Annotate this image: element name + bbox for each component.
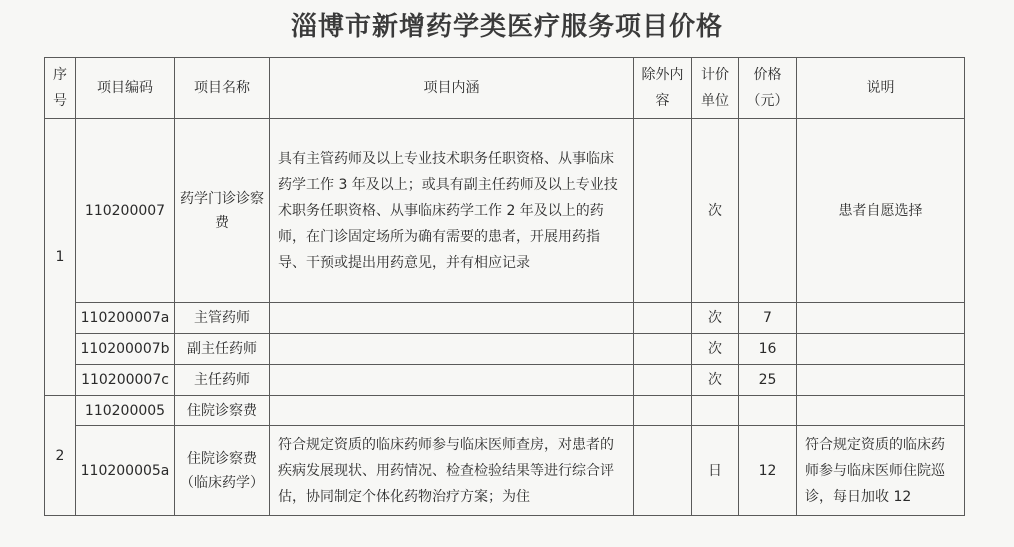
unit-cell: 次 xyxy=(692,303,739,334)
note-cell: 符合规定资质的临床药师参与临床医师住院巡诊，每日加收 12 xyxy=(797,426,965,516)
name-cell: 药学门诊诊察费 xyxy=(175,119,270,303)
table-row xyxy=(45,119,965,303)
note-cell xyxy=(797,303,965,334)
header-seq: 序号 xyxy=(45,58,76,119)
table-row xyxy=(45,396,965,426)
content-cell xyxy=(270,303,634,334)
header-note: 说明 xyxy=(797,58,965,119)
content-cell: 符合规定资质的临床药师参与临床医师查房，对患者的疾病发展现状、用药情况、检查检验结果等进行综合评估，协同制定个体化药物治疗方案；为住 xyxy=(270,426,634,516)
price-cell xyxy=(739,396,797,426)
unit-cell: 日 xyxy=(692,426,739,516)
header-name: 项目名称 xyxy=(175,58,270,119)
name-cell: 主管药师 xyxy=(175,303,270,334)
note-cell xyxy=(797,334,965,365)
code-cell: 110200005a xyxy=(76,426,175,516)
note-cell: 患者自愿选择 xyxy=(797,119,965,303)
unit-cell: 次 xyxy=(692,365,739,396)
exclusion-cell xyxy=(634,426,692,516)
header-price: 价格（元） xyxy=(739,58,797,119)
unit-cell: 次 xyxy=(692,334,739,365)
code-cell: 110200005 xyxy=(76,396,175,426)
exclusion-cell xyxy=(634,396,692,426)
content-cell: 具有主管药师及以上专业技术职务任职资格、从事临床药学工作 3 年及以上；或具有副主任药师及以上专业技术职务任职资格、从事临床药学工作 2 年及以上的药师，在门诊固定场所为确有需要的患者，开展用药指导、干预或提出用药意见，并有相应记录 xyxy=(270,119,634,303)
exclusion-cell xyxy=(634,119,692,303)
price-cell xyxy=(739,119,797,303)
seq-cell: 2 xyxy=(45,396,76,516)
code-cell: 110200007 xyxy=(76,119,175,303)
content-cell xyxy=(270,365,634,396)
content-cell xyxy=(270,396,634,426)
note-cell xyxy=(797,365,965,396)
price-table xyxy=(44,57,965,516)
header-unit: 计价单位 xyxy=(692,58,739,119)
unit-cell: 次 xyxy=(692,119,739,303)
price-cell: 25 xyxy=(739,365,797,396)
note-cell xyxy=(797,396,965,426)
exclusion-cell xyxy=(634,365,692,396)
code-cell: 110200007b xyxy=(76,334,175,365)
table-row xyxy=(45,426,965,516)
table-row xyxy=(45,365,965,396)
exclusion-cell xyxy=(634,303,692,334)
exclusion-cell xyxy=(634,334,692,365)
name-cell: 住院诊察费 xyxy=(175,396,270,426)
table-row xyxy=(45,334,965,365)
name-cell: 副主任药师 xyxy=(175,334,270,365)
content-cell xyxy=(270,334,634,365)
price-cell: 7 xyxy=(739,303,797,334)
seq-cell: 1 xyxy=(45,119,76,396)
header-content: 项目内涵 xyxy=(270,58,634,119)
price-cell: 12 xyxy=(739,426,797,516)
page-title: 淄博市新增药学类医疗服务项目价格 xyxy=(290,12,723,42)
table-header-row xyxy=(45,58,965,119)
unit-cell xyxy=(692,396,739,426)
code-cell: 110200007c xyxy=(76,365,175,396)
code-cell: 110200007a xyxy=(76,303,175,334)
price-cell: 16 xyxy=(739,334,797,365)
table-row xyxy=(45,303,965,334)
header-exclusion: 除外内容 xyxy=(634,58,692,119)
header-code: 项目编码 xyxy=(76,58,175,119)
name-cell: 主任药师 xyxy=(175,365,270,396)
name-cell: 住院诊察费（临床药学） xyxy=(175,426,270,516)
